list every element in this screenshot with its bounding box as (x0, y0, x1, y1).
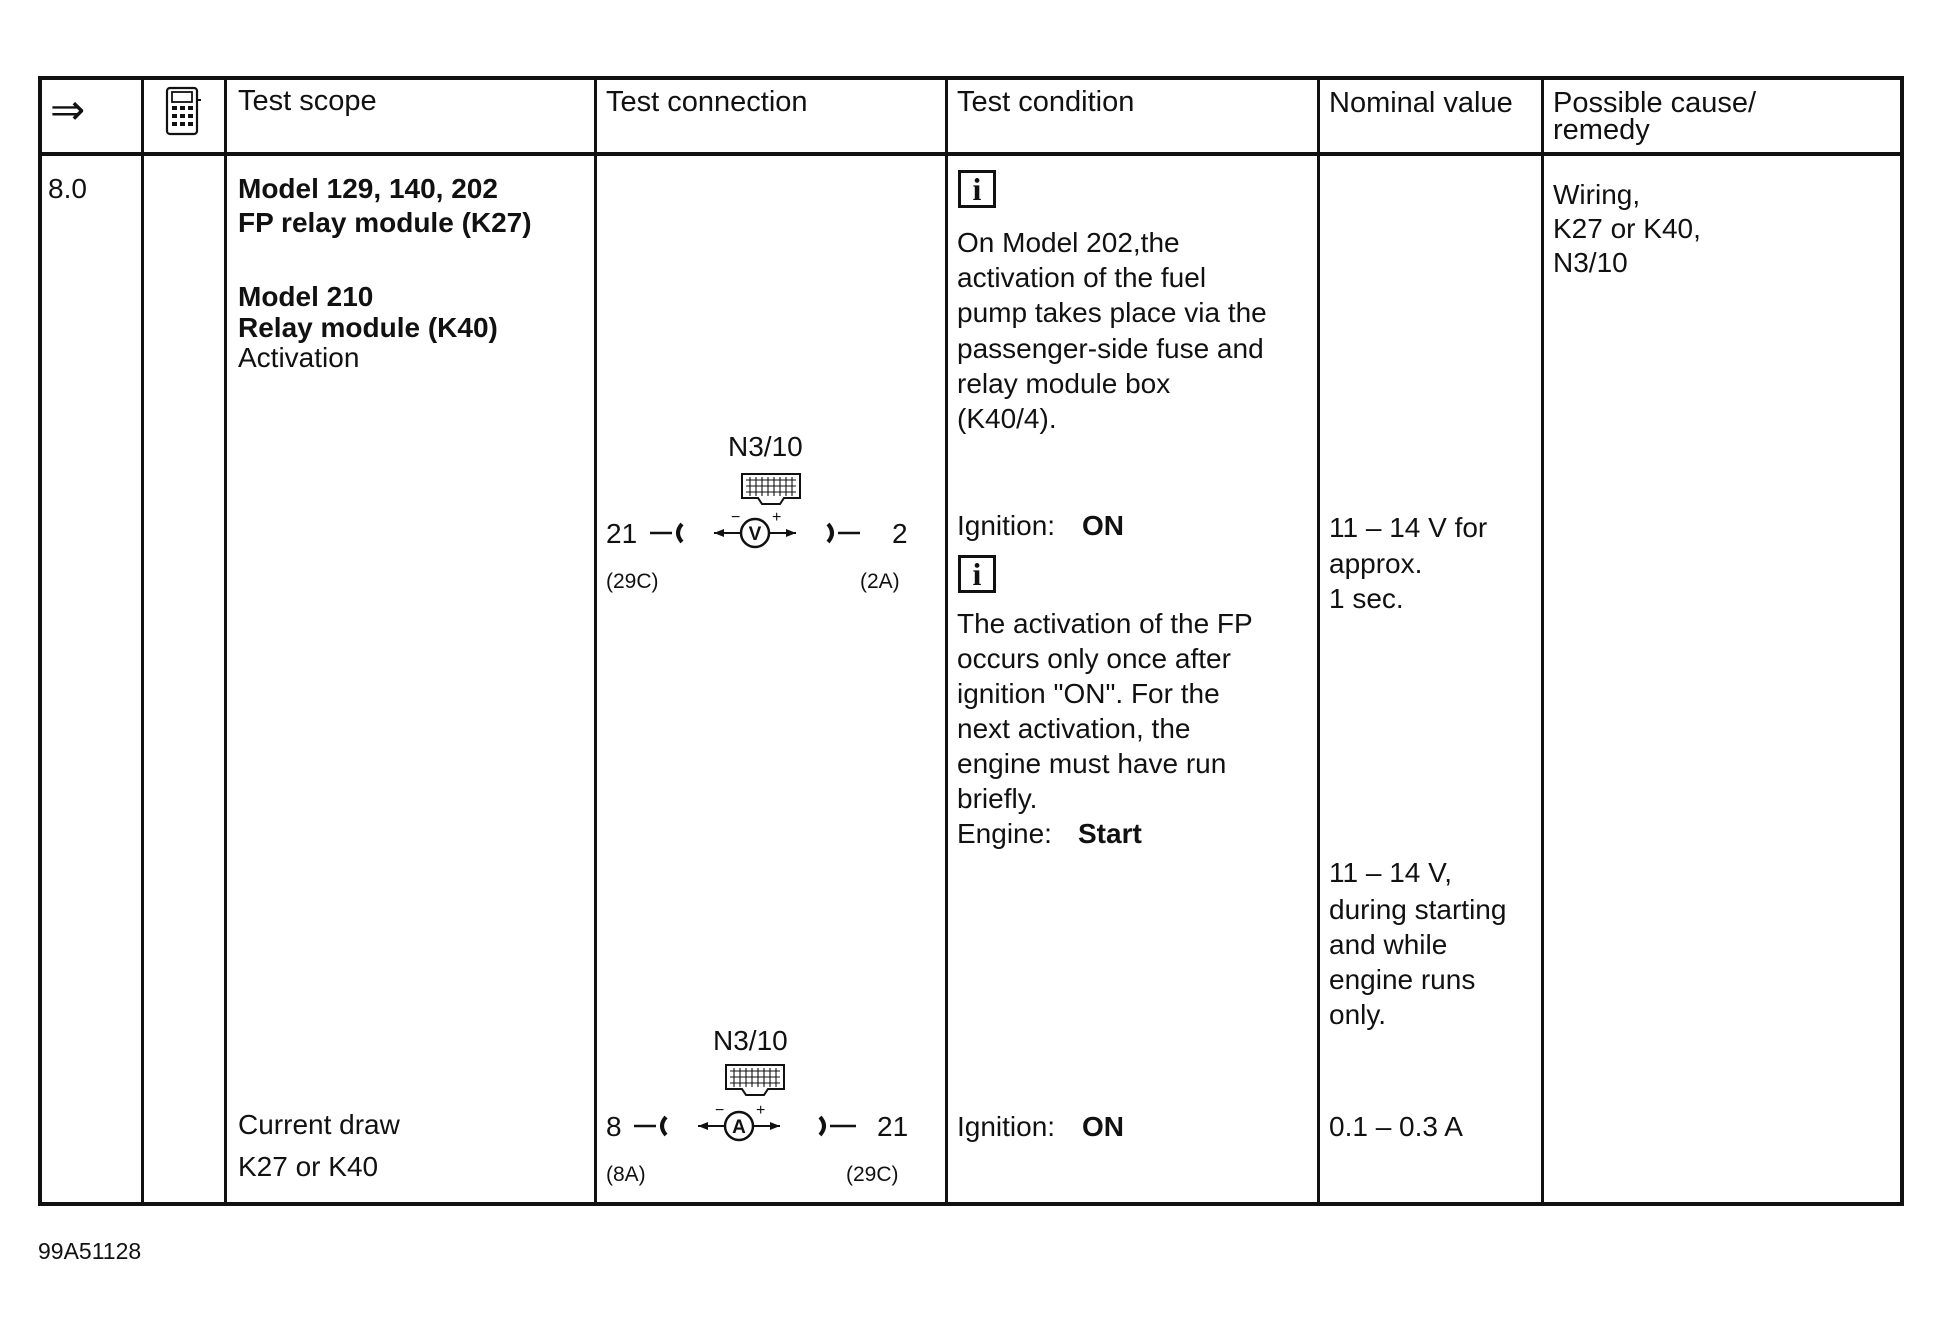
scope-model-line: Model 129, 140, 202 (238, 173, 498, 204)
scope-model-line: Model 210 (238, 281, 374, 312)
svg-text:+: + (756, 1102, 766, 1119)
nominal-value-line: 1 sec. (1329, 583, 1404, 614)
connector-icon (738, 470, 804, 508)
column-divider (594, 76, 597, 1206)
header-test-connection: Test connection (606, 86, 808, 118)
ignition-label: Ignition: (957, 510, 1056, 541)
pin-right-sub: (29C) (846, 1163, 899, 1186)
connector-label: N3/10 (728, 431, 803, 462)
column-divider (141, 76, 144, 1206)
pin-right-sub: (2A) (860, 570, 900, 593)
svg-text:−: − (731, 509, 741, 526)
condition-note-line: ignition "ON". For the (957, 678, 1220, 709)
connector-label: N3/10 (713, 1025, 788, 1056)
scope-activation-label: Activation (238, 342, 360, 373)
pin-left-sub: (29C) (606, 570, 659, 593)
arrow-icon: ⇒ (50, 86, 86, 133)
header-possible-cause-remedy: remedy (1553, 114, 1650, 146)
possible-cause-line: K27 or K40, (1553, 213, 1701, 244)
column-divider (1317, 76, 1320, 1206)
nominal-value-line: only. (1329, 999, 1387, 1030)
column-divider (1541, 76, 1544, 1206)
header-test-condition: Test condition (957, 86, 1135, 118)
condition-note-line: activation of the fuel (957, 262, 1207, 293)
nominal-value-line: engine runs (1329, 964, 1476, 995)
condition-note-line: engine must have run (957, 748, 1227, 779)
nominal-value-line: during starting (1329, 894, 1507, 925)
nominal-value-line: 11 – 14 V for (1329, 512, 1488, 543)
scope-current-draw-component: K27 or K40 (238, 1151, 379, 1182)
pin-right: 21 (877, 1111, 909, 1142)
info-icon: i (958, 555, 996, 593)
possible-cause-line: Wiring, (1553, 179, 1641, 210)
ignition-label: Ignition: (957, 1111, 1056, 1142)
nominal-value-line: approx. (1329, 548, 1423, 579)
pin-left-sub: (8A) (606, 1163, 646, 1186)
ignition-value: ON (1082, 1111, 1124, 1142)
column-divider (224, 76, 227, 1206)
nominal-value-line: and while (1329, 929, 1448, 960)
condition-note-line: (K40/4). (957, 403, 1057, 434)
condition-note-line: occurs only once after (957, 643, 1231, 674)
header-divider (38, 152, 1904, 156)
engine-label: Engine: (957, 818, 1052, 849)
nominal-current-value: 0.1 – 0.3 A (1329, 1111, 1463, 1142)
pin-right: 2 (892, 518, 908, 549)
figure-code: 99A51128 (38, 1238, 142, 1264)
tester-icon (164, 86, 202, 138)
pin-left: 21 (606, 518, 638, 549)
condition-note-line: The activation of the FP (957, 608, 1253, 639)
header-nominal-value: Nominal value (1329, 87, 1513, 119)
header-test-scope: Test scope (238, 85, 377, 117)
condition-note-line: On Model 202,the (957, 227, 1180, 258)
ignition-value: ON (1082, 510, 1124, 541)
scope-current-draw-label: Current draw (238, 1109, 400, 1140)
pin-left: 8 (606, 1111, 622, 1142)
column-divider (945, 76, 948, 1206)
connector-icon (722, 1061, 788, 1099)
nominal-value-line: 11 – 14 V, (1329, 857, 1453, 888)
possible-cause-line: N3/10 (1553, 247, 1628, 278)
condition-note-line: next activation, the (957, 713, 1191, 744)
condition-note-line: pump takes place via the (957, 297, 1267, 328)
condition-note-line: relay module box (957, 368, 1171, 399)
step-number: 8.0 (48, 173, 87, 204)
engine-value: Start (1078, 818, 1142, 849)
ammeter-probe-icon (628, 1101, 873, 1151)
header-possible-cause: Possible cause/ (1553, 87, 1757, 119)
voltmeter-probe-icon (644, 508, 889, 558)
condition-note-line: briefly. (957, 783, 1038, 814)
info-icon: i (958, 170, 996, 208)
scope-component-line: Relay module (K40) (238, 312, 498, 343)
scope-component-line: FP relay module (K27) (238, 207, 532, 238)
meter-symbol: A (732, 1117, 746, 1138)
condition-note-line: passenger-side fuse and (957, 333, 1264, 364)
svg-text:−: − (715, 1102, 725, 1119)
meter-symbol: V (748, 524, 762, 545)
svg-text:+: + (772, 509, 782, 526)
